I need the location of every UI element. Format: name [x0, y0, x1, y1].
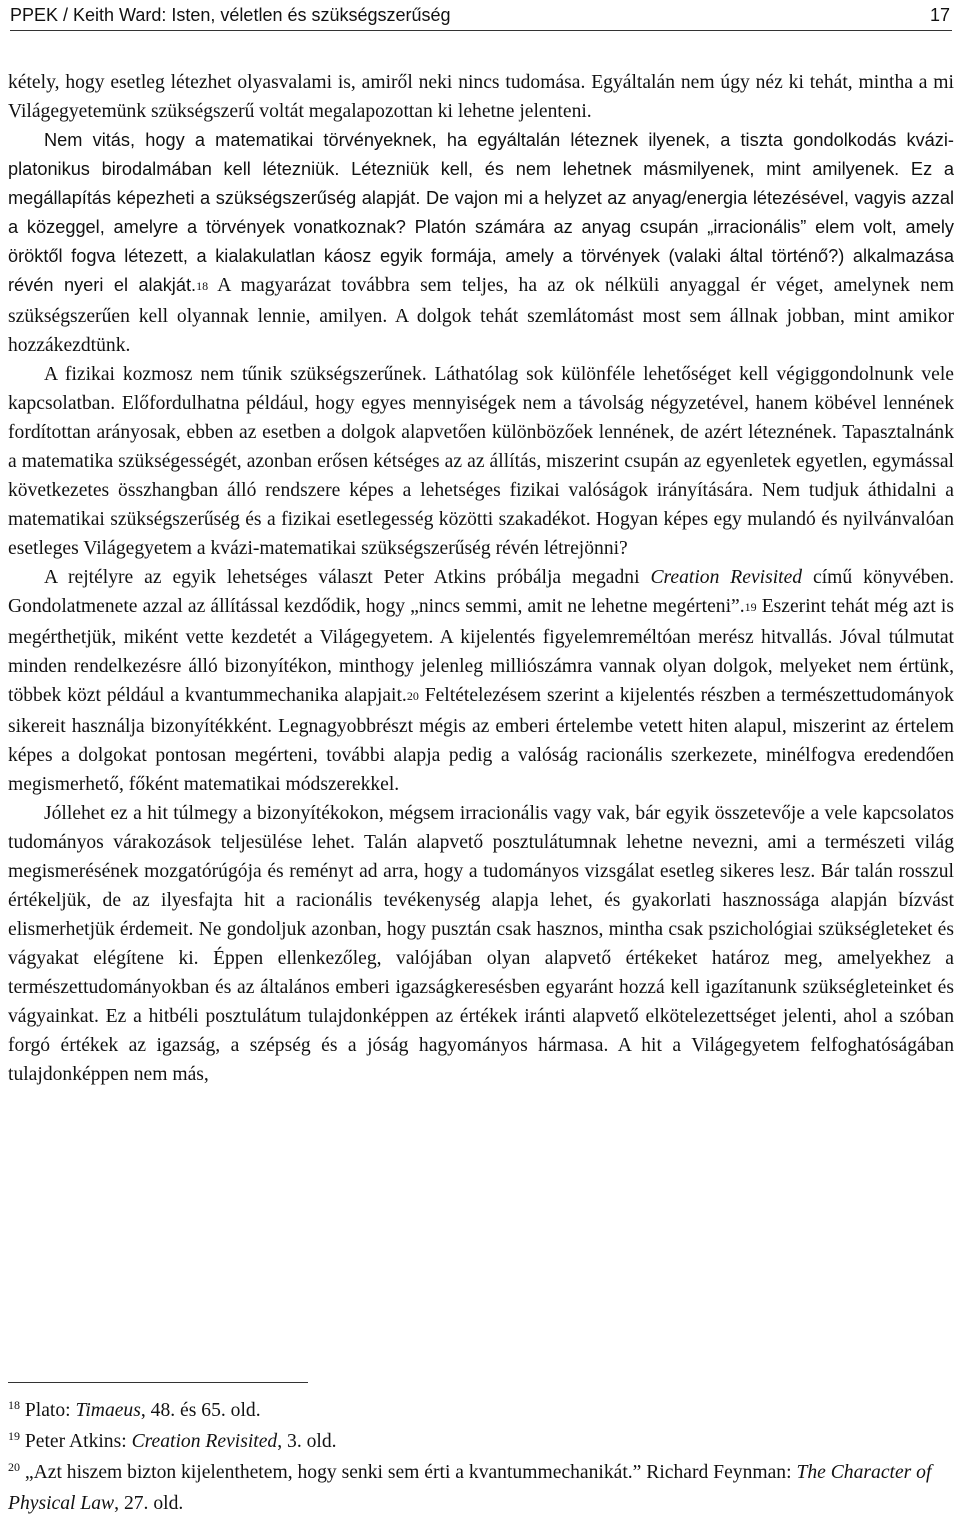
text-segment: A magyarázat továbbra sem teljes, ha az ok nélküli anyaggal ér véget, amelynek nem szükségszerűen kell olyannak lennie, amilyen. A dolgok tehát szemlátomást most sem állnak jobban, mint amikor hozzákezdtünk.: [8, 275, 954, 356]
text-segment: Peter Atkins:: [20, 1431, 132, 1452]
footnote: [8, 1396, 954, 1427]
text-segment: Nem vitás, hogy a matematikai törvényeknek, ha egyáltalán léteznek ilyenek, a tiszta gondolkodás kvázi-platonikus birodalmában kell létezniük. Létezniük kell, és nem lehetnek másmilyenek, mint amilyenek. Ez a megállapítás képezheti a szükségszerűség alapját. De vajon mi a helyzet az anyag/energia létezésével, vagyis azzal a közeggel, amelyre a törvények vonatkoznak? Platón számára az anyag csupán „irracionális” elem volt, amely öröktől fogva létezett, a kialakulatlan káosz egyik formája, amely a törvények (valaki által történő?) alkalmazása révén nyeri el alakját.: [8, 130, 954, 295]
footnote-number: 19: [8, 1429, 20, 1443]
footnotes: [8, 1396, 954, 1518]
text-segment: A fizikai kozmosz nem tűnik szükségszerűnek. Láthatólag sok különféle lehetőséget kell végiggondolnunk vele kapcsolatban. Előfordulhatna például, hogy egyes mennyiségek nem a távolság négyzetével, hanem köbével lennének fordítottan arányosak, ebben az esetben a dolgok alapvetően különbözőek lennének, de azért léteznének. Tapasztalnánk a matematika szükségességét, azonban erősen kétséges az az állítás, miszerint csupán az egyenletek egyetlen, egymással következetes összhangban álló rendszere képes a lehetséges fizikai valóságok irányítására. Nem tudjuk áthidalni a matematikai szükségszerűség és a fizikai esetlegesség közötti szakadékot. Hogyan képes egy mulandó és nyilvánvalóan esetleges Világegyetem a kvázi-matematikai szükségszerűség révén létrejönni?: [8, 364, 954, 559]
header-title: PPEK / Keith Ward: Isten, véletlen és szükségszerűség: [10, 5, 451, 25]
text-segment: Plato:: [20, 1400, 76, 1421]
body-text: [8, 68, 954, 1089]
paragraph: [8, 68, 954, 126]
footnote-number: 18: [8, 1398, 20, 1412]
paragraph: [8, 126, 954, 360]
page-number: 17: [929, 5, 950, 25]
text-segment: „Azt hiszem bizton kijelenthetem, hogy senki sem érti a kvantummechanikát.” Richard Feynman:: [20, 1462, 797, 1483]
italic-title: Timaeus: [75, 1400, 141, 1421]
footnote-reference: 20: [406, 689, 419, 703]
footnote-reference: 18: [196, 279, 209, 293]
running-header: [10, 0, 952, 31]
paragraph: [8, 563, 954, 799]
text-segment: A rejtélyre az egyik lehetséges választ Peter Atkins próbálja megadni: [44, 567, 651, 588]
text-segment: Jóllehet ez a hit túlmegy a bizonyítékokon, mégsem irracionális vagy vak, bár egyik összetevője a vele kapcsolatos tudományos várakozások teljesülése lehet. Talán alapvető posztulátumnak lehetne nevezni, ami a természeti világ megismerésének mozgatórúgója és reményt ad arra, hogy a tudományos vizsgálat esetleg sikeres lesz. Bár talán rosszul értékeljük, de az ilyesfajta hit a racionális tevékenység alapja lehet, és gyakorlati hasznossága alapján bízvást elismerhetjük érdemeit. Ne gondoljuk azonban, hogy pusztán csak hasznos, mintha csak pszichológiai szükségleteket és vágyakat elégítene ki. Éppen ellenkezőleg, valójában olyan alapvető értékeket határoz meg, amelyekhez a természettudományokban és az általános emberi igazságkeresésben egyaránt hozzá kell igazítanunk szükségleteinket és vágyainkat. Ez a hitbéli posztulátum tulajdonképpen az értékek iránti alapvető elkötelezettséget jelenti, ahol a szóban forgó értékek az igazság, a szépség és a jóság hagyományos hármasa. A hit a Világegyetem felfoghatóságában tulajdonképpen nem más,: [8, 803, 954, 1085]
paragraph: [8, 799, 954, 1089]
text-segment: , 27. old.: [114, 1493, 184, 1514]
footnote: [8, 1427, 954, 1458]
paragraph: [8, 360, 954, 563]
italic-title: The Character of Physical Law: [8, 1462, 932, 1514]
text-segment: , 48. és 65. old.: [140, 1400, 261, 1421]
text-segment: kétely, hogy esetleg létezhet olyasvalami is, amiről neki nincs tudomása. Egyáltalán nem úgy néz ki tehát, mintha a mi Világegyetemünk szükségszerű voltát megalapozottan ki lehetne jelenteni.: [8, 72, 954, 122]
footnote: [8, 1458, 954, 1518]
italic-title: Creation Revisited: [650, 567, 803, 588]
footnote-number: 20: [8, 1460, 20, 1474]
footnote-reference: 19: [744, 600, 757, 614]
text-segment: Feltételezésem szerint a kijelentés részben a természettudományok sikereit használja bizonyítékként. Legnagyobbrészt mégis az emberi értelembe vetett hiten alapul, miszerint az értelem képes a dolgokat pontosan megérteni, további alapja pedig a valóság racionális szerkezete, minélfogva eredendően megismerhető, főként matematikai módszerekkel.: [8, 685, 954, 795]
text-segment: , 3. old.: [277, 1431, 337, 1452]
italic-title: Creation Revisited: [131, 1431, 278, 1452]
footnote-separator: [8, 1382, 308, 1383]
text-segment: Eszerint tehát még azt is megérthetjük, miként vette kezdetét a Világegyetem. A kijelentés figyelemreméltóan merész hitvallás. Jóval túlmutat minden rendelkezésre álló bizonyítékon, minthogy jelenleg milliószámra vannak olyan dolgok, melyeket nem értünk, többek közt például a kvantummechanika alapjait.: [8, 596, 954, 706]
text-segment: című könyvében. Gondolatmenete azzal az állítással kezdődik, hogy „nincs semmi, amit ne lehetne megérteni”.: [8, 567, 954, 617]
